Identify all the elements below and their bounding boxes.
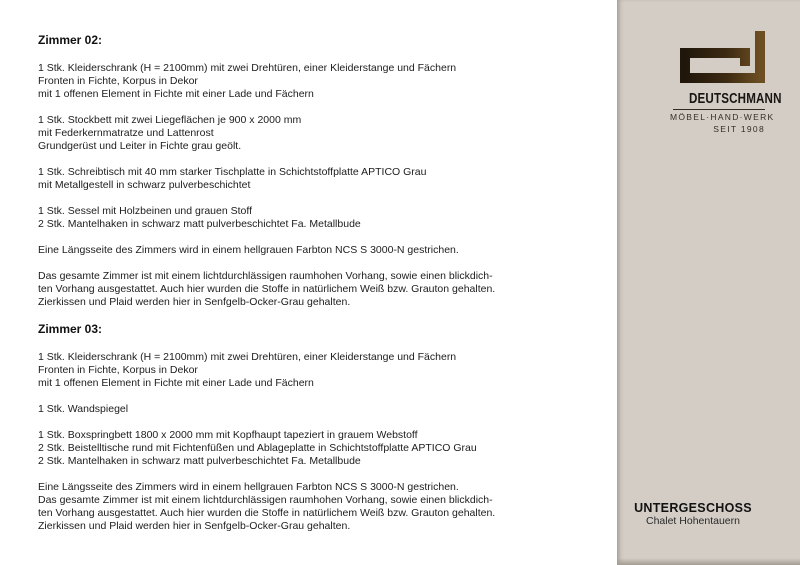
text-line: mit 1 offenen Element in Fichte mit einer Lade und Fächern — [38, 88, 314, 100]
brand-sidebar — [617, 0, 800, 565]
text-line: 2 Stk. Mantelhaken in schwarz matt pulverbeschichtet Fa. Metallbude — [38, 455, 361, 467]
text-line: 1 Stk. Boxspringbett 1800 x 2000 mm mit Kopfhaupt tapeziert in grauem Webstoff — [38, 429, 418, 441]
paragraph — [38, 62, 603, 101]
text-line: Zierkissen und Plaid werden hier in Senfgelb-Ocker-Grau gehalten. — [38, 520, 351, 532]
floor-label: UNTERGESCHOSS — [634, 501, 752, 515]
text-line: Eine Längsseite des Zimmers wird in einem hellgrauen Farbton NCS S 3000-N gestrichen. — [38, 244, 459, 256]
text-line: Grundgerüst und Leiter in Fichte grau geölt. — [38, 140, 242, 152]
section-zimmer-03 — [38, 322, 603, 533]
text-line: 1 Stk. Schreibtisch mit 40 mm starker Tischplatte in Schichtstoffplatte APTICO Grau — [38, 166, 427, 178]
paragraph — [38, 114, 603, 153]
paragraph — [38, 351, 603, 390]
paragraph — [38, 270, 603, 309]
text-line: Fronten in Fichte, Korpus in Dekor — [38, 364, 198, 376]
section-zimmer-02 — [38, 33, 603, 309]
text-line: Zierkissen und Plaid werden hier in Senfgelb-Ocker-Grau gehalten. — [38, 296, 351, 308]
paragraph — [38, 244, 603, 257]
text-line: Das gesamte Zimmer ist mit einem lichtdurchlässigen raumhohen Vorhang, sowie einen blickdich- — [38, 494, 493, 506]
text-line: 1 Stk. Stockbett mit zwei Liegeflächen je 900 x 2000 mm — [38, 114, 302, 126]
paragraph — [38, 166, 603, 192]
text-line: Fronten in Fichte, Korpus in Dekor — [38, 75, 198, 87]
text-line: 1 Stk. Kleiderschrank (H = 2100mm) mit zwei Drehtüren, einer Kleiderstange und Fächern — [38, 351, 457, 363]
deutschmann-d-monogram-icon — [680, 31, 765, 83]
text-line: 1 Stk. Wandspiegel — [38, 403, 129, 415]
brand-since: SEIT 1908 — [713, 124, 765, 134]
project-name: Chalet Hohentauern — [646, 515, 740, 527]
brand-divider — [673, 109, 765, 110]
text-line: Eine Längsseite des Zimmers wird in einem hellgrauen Farbton NCS S 3000-N gestrichen. — [38, 481, 459, 493]
brand-logo-block — [670, 31, 782, 134]
document-content — [38, 33, 603, 546]
text-line: Das gesamte Zimmer ist mit einem lichtdurchlässigen raumhohen Vorhang, sowie einen blickdich- — [38, 270, 493, 282]
text-line: 2 Stk. Beistelltische rund mit Fichtenfüßen und Ablageplatte in Schichtstoffplatte APTICO Grau — [38, 442, 477, 454]
text-line: 1 Stk. Kleiderschrank (H = 2100mm) mit zwei Drehtüren, einer Kleiderstange und Fächern — [38, 62, 457, 74]
paragraph — [38, 205, 603, 231]
text-line: 2 Stk. Mantelhaken in schwarz matt pulverbeschichtet Fa. Metallbude — [38, 218, 361, 230]
text-line: 1 Stk. Sessel mit Holzbeinen und grauen Stoff — [38, 205, 253, 217]
brand-name: DEUTSCHMANN — [689, 91, 782, 107]
section-heading: Zimmer 02: — [38, 33, 103, 47]
text-line: ten Vorhang ausgestattet. Auch hier wurden die Stoffe in natürlichem Weiß bzw. Grauton gehalten. — [38, 507, 496, 519]
text-line: mit 1 offenen Element in Fichte mit einer Lade und Fächern — [38, 377, 314, 389]
brand-subtitle: MÖBEL·HAND·WERK — [670, 112, 775, 122]
section-heading: Zimmer 03: — [38, 322, 103, 336]
paragraph — [38, 429, 603, 468]
paragraph — [38, 481, 603, 533]
text-line: ten Vorhang ausgestattet. Auch hier wurden die Stoffe in natürlichem Weiß bzw. Grauton gehalten. — [38, 283, 496, 295]
text-line: mit Federkernmatratze und Lattenrost — [38, 127, 214, 139]
paragraph — [38, 403, 603, 416]
text-line: mit Metallgestell in schwarz pulverbeschichtet — [38, 179, 251, 191]
sidebar-footer — [623, 501, 763, 528]
